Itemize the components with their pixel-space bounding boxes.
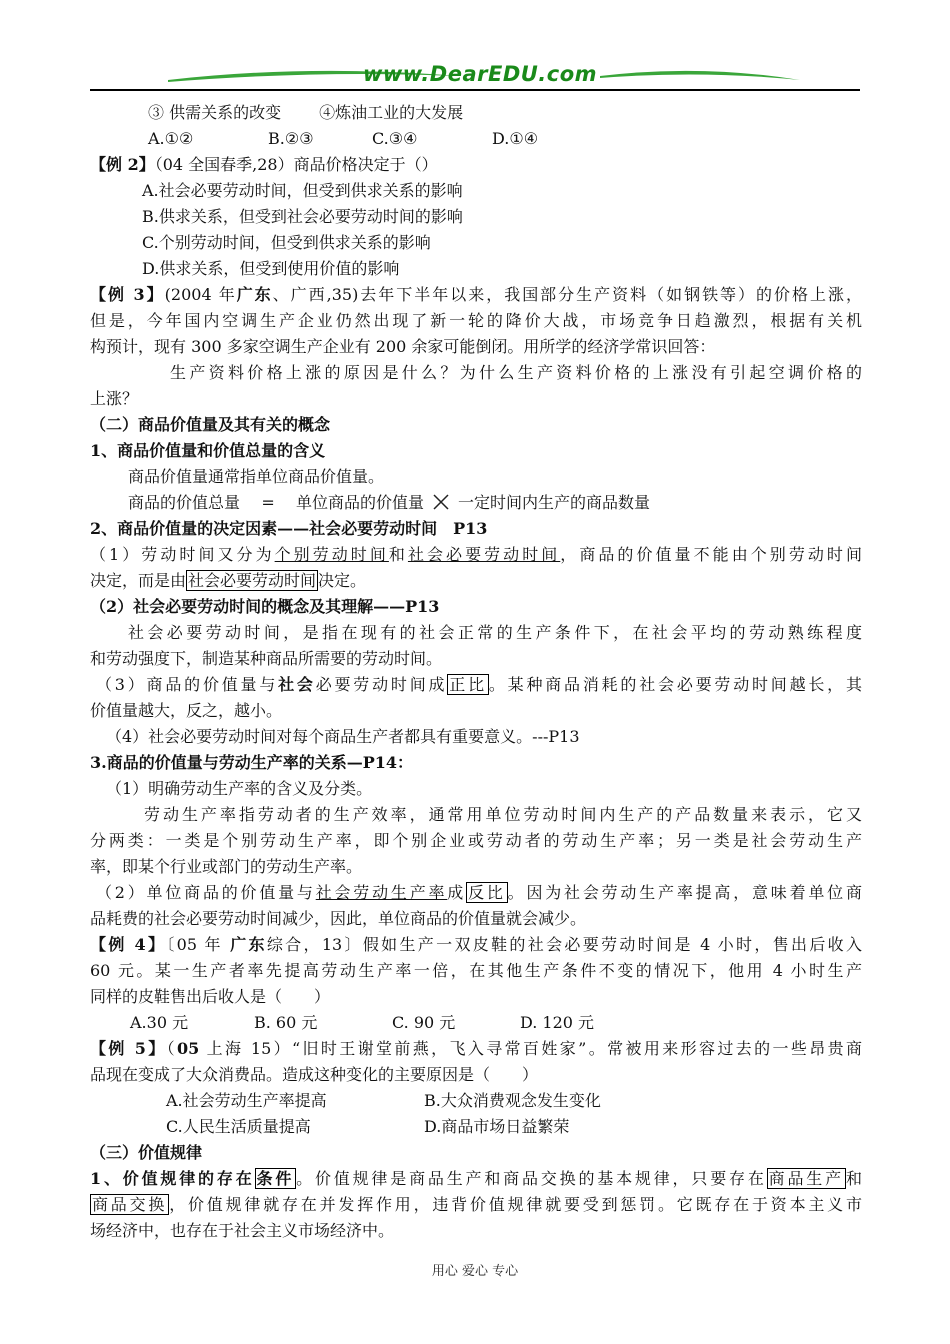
- underlined-term: 个别劳动时间: [274, 545, 389, 564]
- text-span: ，商品的价值量不能由个别劳动时间: [560, 545, 862, 564]
- answer-options: [90, 1114, 862, 1140]
- bold-text: 广东: [230, 935, 267, 954]
- text-line: 分两类：一类是个别劳动生产率，即个别企业或劳动者的劳动生产率；另一类是社会劳动生产: [90, 831, 862, 850]
- equals-sign: =: [261, 493, 275, 512]
- option-d: D.供求关系，但受到使用价值的影响: [142, 259, 400, 278]
- subsection-heading: 2、商品价值量的决定因素——社会必要劳动时间 P13: [90, 519, 488, 538]
- example-text: (2004 年: [164, 285, 237, 304]
- question-text: 生产资料价格上涨的原因是什么？为什么生产资料价格的上涨没有引起空调价格的: [170, 363, 862, 382]
- underlined-term: 社会必要劳动时间: [407, 545, 561, 564]
- text-span: 成: [447, 883, 467, 902]
- example-text: （: [166, 1039, 177, 1058]
- section-heading: （三）价值规律: [90, 1143, 203, 1162]
- text-span: 。价值规律是商品生产和商品交换的基本规律，只要存在: [296, 1169, 767, 1188]
- text-line: （1）明确劳动生产率的含义及分类。: [106, 779, 373, 798]
- boxed-term: 反比: [468, 883, 506, 902]
- text-line: [90, 1166, 862, 1192]
- option-b: B.供求关系，但受到社会必要劳动时间的影响: [142, 207, 463, 226]
- option-c: C.个别劳动时间，但受到供求关系的影响: [142, 233, 431, 252]
- example-tag: 【例 4】: [90, 935, 167, 954]
- boxed-term: 商品交换: [92, 1195, 168, 1214]
- text-line: [90, 100, 862, 126]
- text-span: 决定，而是由: [90, 571, 187, 590]
- answer-options: [90, 126, 862, 152]
- example-tag: 【例 3】: [90, 285, 165, 304]
- formula-term: 商品的价值总量: [128, 493, 241, 512]
- option-b: B.大众消费观念发生变化: [424, 1091, 601, 1110]
- text-line: 60 元。某一生产者率先提高劳动生产率一倍，在其他生产条件不变的情况下，他用 4 小时生产: [90, 961, 862, 980]
- header-rule: [90, 89, 860, 91]
- text-span: （1）劳动时间又分为: [90, 545, 275, 564]
- text-span: 决定。: [318, 571, 367, 590]
- subsection-heading: 1、商品价值量和价值总量的含义: [90, 441, 326, 460]
- example-text: （04 全国春季,28）商品价格决定于（）: [154, 155, 438, 174]
- text-line: 价值量越大，反之，越小。: [90, 701, 283, 720]
- page-header: [90, 56, 860, 96]
- option-a: A.30 元: [130, 1013, 189, 1032]
- example-2-heading: [90, 152, 862, 178]
- example-3-heading: [90, 282, 862, 308]
- text-span: 必要劳动时间成: [315, 675, 448, 694]
- option-a: A.社会劳动生产率提高: [166, 1091, 327, 1110]
- option-c: C. 90 元: [392, 1013, 456, 1032]
- text-line: [90, 1192, 862, 1218]
- section-heading: （二）商品价值量及其有关的概念: [90, 415, 331, 434]
- option-text: ④炼油工业的大发展: [319, 103, 464, 122]
- text-line: 商品价值量通常指单位商品价值量。: [128, 467, 385, 486]
- option-text: ③ 供需关系的改变: [148, 103, 282, 122]
- text-line: [90, 568, 862, 594]
- subsection-heading: 3.商品的价值量与劳动生产率的关系—P14：: [90, 753, 414, 772]
- example-5-heading: [90, 1036, 862, 1062]
- page-footer: 用心 爱心 专心: [431, 1264, 519, 1279]
- formula-term: 单位商品的价值量: [296, 493, 425, 512]
- question-text: 上涨？: [90, 389, 139, 408]
- answer-options: [90, 1088, 862, 1114]
- text-line: 但是，今年国内空调生产企业仍然出现了新一轮的降价大战，市场竞争日趋激烈，根据有关机: [90, 311, 862, 330]
- example-4-heading: [90, 932, 862, 958]
- text-span: 和: [845, 1169, 862, 1188]
- option-a: A.①②: [148, 129, 194, 148]
- underlined-term: 社会劳动生产率: [315, 883, 448, 902]
- site-logo[interactable]: www.DearEDU.com: [362, 62, 598, 86]
- text-line: 社会必要劳动时间，是指在现有的社会正常的生产条件下，在社会平均的劳动熟练程度: [128, 623, 862, 642]
- bold-text: 广东: [236, 285, 273, 304]
- option-c: C.③④: [372, 129, 418, 148]
- text-line: [90, 542, 862, 568]
- example-text: 上海 15）“旧时王谢堂前燕，飞入寻常百姓家”。常被用来形容过去的一些昂贵商: [199, 1039, 862, 1058]
- example-text: 〔05 年: [166, 935, 231, 954]
- text-span: （3）商品的价值量与: [96, 675, 279, 694]
- text-line: [90, 672, 862, 698]
- text-line: 品现在变成了大众消费品。造成这种变化的主要原因是（ ）: [90, 1065, 539, 1084]
- text-line: 品耗费的社会必要劳动时间减少，因此，单位商品的价值量就会减少。: [90, 909, 587, 928]
- boxed-term: 条件: [256, 1169, 295, 1188]
- boxed-term: 商品生产: [768, 1169, 844, 1188]
- option-a: A.社会必要劳动时间，但受到供求关系的影响: [142, 181, 463, 200]
- bold-text: 1、价值规律的存在: [90, 1169, 255, 1188]
- option-b: B. 60 元: [254, 1013, 318, 1032]
- multiply-icon: [432, 493, 450, 511]
- option-d: D. 120 元: [520, 1013, 595, 1032]
- bold-text: 社会: [278, 675, 316, 694]
- text-line: 率，即某个行业或部门的劳动生产率。: [90, 857, 363, 876]
- text-span: ，价值规律就存在并发挥作用，违背价值规律就要受到惩罚。它既存在于资本主义市: [169, 1195, 862, 1214]
- text-line: [90, 880, 862, 906]
- formula-line: [90, 490, 862, 516]
- example-tag: 【例 5】: [90, 1039, 167, 1058]
- text-line: 构预计，现有 300 多家空调生产企业有 200 余家可能倒闭。用所学的经济学常识回答：: [90, 337, 716, 356]
- text-line: 场经济中，也存在于社会主义市场经济中。: [90, 1221, 395, 1240]
- text-line: （4）社会必要劳动时间对每个商品生产者都具有重要意义。---P13: [106, 727, 580, 746]
- option-c: C.人民生活质量提高: [166, 1117, 311, 1136]
- bold-text: 05: [176, 1039, 200, 1058]
- example-text: 综合，13〕假如生产一双皮鞋的社会必要劳动时间是 4 小时，售出后收入: [266, 935, 862, 954]
- boxed-term: 正比: [449, 675, 487, 694]
- right-swoosh-icon: [600, 66, 800, 88]
- option-d: D.商品市场日益繁荣: [424, 1117, 570, 1136]
- answer-options: [90, 1010, 862, 1036]
- formula-term: 一定时间内生产的商品数量: [458, 493, 651, 512]
- text-span: （2）单位商品的价值量与: [96, 883, 316, 902]
- subsection-heading: （2）社会必要劳动时间的概念及其理解——P13: [90, 597, 440, 616]
- example-text: 、广西,35)去年下半年以来，我国部分生产资料（如钢铁等）的价格上涨，: [272, 285, 862, 304]
- example-tag: 【例 2】: [90, 155, 155, 174]
- text-span: 。因为社会劳动生产率提高，意味着单位商: [507, 883, 862, 902]
- document-body: [90, 100, 862, 1244]
- text-line: 劳动生产率指劳动者的生产效率，通常用单位劳动时间内生产的产品数量来表示，它又: [144, 805, 862, 824]
- text-line: 和劳动强度下，制造某种商品所需要的劳动时间。: [90, 649, 443, 668]
- text-span: 和: [388, 545, 408, 564]
- option-b: B.②③: [268, 129, 314, 148]
- text-line: 同样的皮鞋售出后收人是（ ）: [90, 987, 331, 1006]
- option-d: D.①④: [492, 129, 539, 148]
- boxed-term: 社会必要劳动时间: [188, 571, 317, 590]
- text-span: 。某种商品消耗的社会必要劳动时间越长，其: [488, 675, 862, 694]
